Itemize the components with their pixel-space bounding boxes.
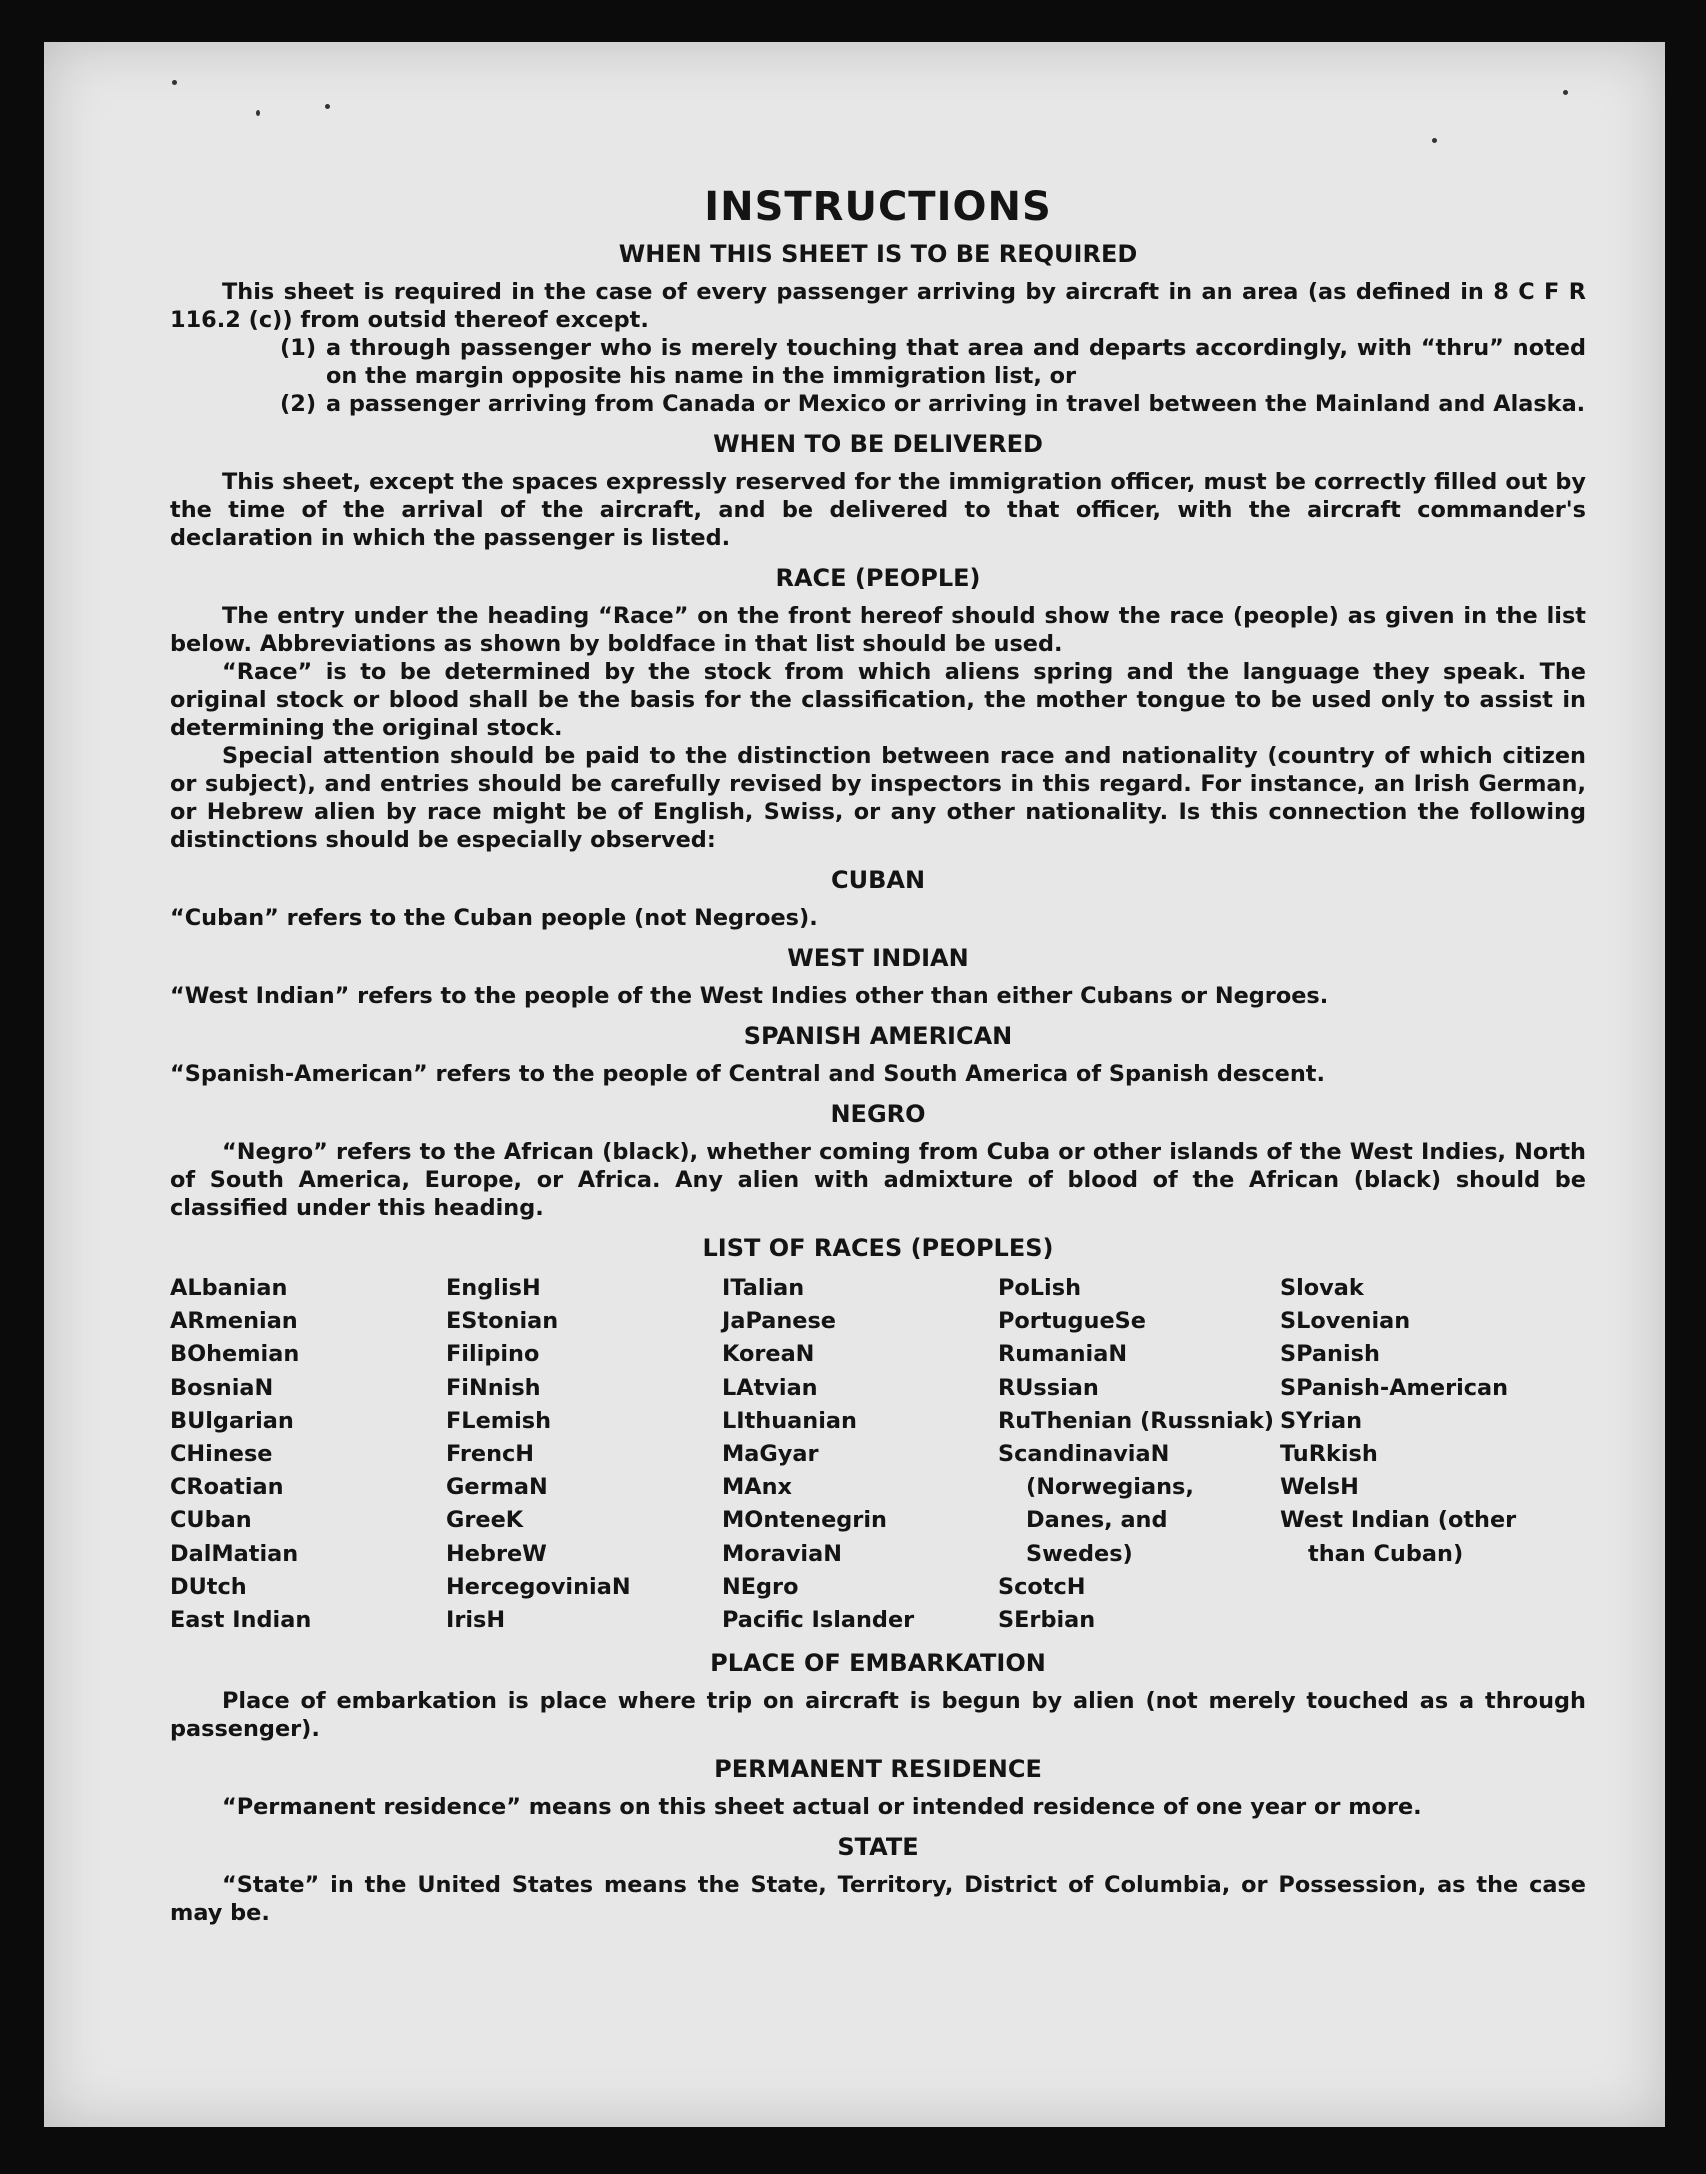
race-entry: HebreW: [446, 1540, 547, 1567]
races-column: [1280, 1272, 1570, 1637]
heading-negro: NEGRO: [830, 1100, 926, 1128]
section-spanish-american: [170, 1022, 1586, 1088]
embarkation-text: Place of embarkation is place where trip on aircraft is begun by alien (not merely touched as a through passenger).: [170, 1688, 1586, 1743]
race-entry: GermaN: [446, 1474, 548, 1501]
race-entry: MOntenegrin: [722, 1507, 887, 1534]
heading-west-indian: WEST INDIAN: [787, 944, 969, 972]
section-residence: [170, 1755, 1586, 1821]
race-entry: SYrian: [1280, 1407, 1363, 1434]
race-entry: East Indian: [170, 1607, 312, 1634]
exception-text: a through passenger who is merely touching that area and departs accordingly, with “thru” noted on the margin opposite his name in the immigration list, or: [326, 335, 1586, 389]
speck: [172, 80, 177, 85]
race-entry: ScotcH: [998, 1573, 1086, 1600]
race-entry: FiNnish: [446, 1374, 541, 1401]
race-entry: SPanish: [1280, 1341, 1380, 1368]
section-state: [170, 1833, 1586, 1927]
section-race: [170, 564, 1586, 854]
race-entry: LAtvian: [722, 1374, 818, 1401]
race-entry: TuRkish: [1280, 1441, 1378, 1468]
exception-text: a passenger arriving from Canada or Mexico or arriving in travel between the Mainland and Alaska.: [326, 391, 1586, 417]
exception-item: [170, 390, 1586, 418]
race-entry: RumaniaN: [998, 1341, 1128, 1368]
race-entry: ARmenian: [170, 1308, 298, 1335]
heading-state: STATE: [837, 1833, 919, 1862]
exception-item: [170, 334, 1586, 390]
race-entry: SLovenian: [1280, 1308, 1411, 1335]
races-column: [998, 1272, 1280, 1637]
race-entry: EStonian: [446, 1308, 559, 1335]
negro-text: “Negro” refers to the African (black), whether coming from Cuba or other islands of the West Indies, North of South America, Europe, or Africa. Any alien with admixture of blood of the African (black) should be classified under this heading.: [170, 1139, 1586, 1221]
race-entry: Filipino: [446, 1341, 540, 1368]
race-entry: NEgro: [722, 1573, 799, 1600]
section-list-of-races: [170, 1234, 1586, 1637]
speck: [256, 110, 260, 116]
race-entry: MAnx: [722, 1474, 792, 1501]
race-entry: MoraviaN: [722, 1540, 842, 1567]
race-entry: PortugueSe: [998, 1308, 1146, 1335]
race-paragraph-1: The entry under the heading “Race” on the front hereof should show the race (people) as given in the list below. Abbreviations as shown by boldface in that list should be used.: [170, 603, 1586, 657]
race-entry: RuThenian (Russniak): [998, 1407, 1274, 1434]
race-paragraph-3: Special attention should be paid to the distinction between race and nationality (country of which citizen or subject), and entries should be carefully revised by inspectors in this regard. For instance, an Irish German, or Hebrew alien by race might be of English, Swiss, or any other nationality. Is this connection the following distinctions should be especially observed:: [170, 743, 1586, 853]
races-column: [170, 1272, 446, 1637]
race-entry: ITalian: [722, 1275, 805, 1301]
section-delivered: [170, 430, 1586, 552]
race-entry: ALbanian: [170, 1275, 288, 1301]
race-entry: RUssian: [998, 1374, 1099, 1401]
race-entry: IrisH: [446, 1607, 506, 1634]
document-content: [170, 138, 1586, 1939]
race-entry: ScandinaviaN (Norwegians, Danes, and Swedes): [998, 1441, 1194, 1567]
west-indian-text: “West Indian” refers to the people of the West Indies other than either Cubans or Negroes.: [170, 983, 1329, 1009]
race-entry: MaGyar: [722, 1441, 819, 1468]
heading-residence: PERMANENT RESIDENCE: [714, 1755, 1042, 1784]
section-required: [170, 240, 1586, 418]
race-entry: West Indian (other than Cuban): [1280, 1507, 1517, 1567]
section-cuban: [170, 866, 1586, 932]
races-column: [446, 1272, 722, 1637]
residence-text: “Permanent residence” means on this sheet actual or intended residence of one year or more.: [222, 1794, 1422, 1821]
heading-delivered: WHEN TO BE DELIVERED: [713, 430, 1043, 458]
race-entry: FLemish: [446, 1407, 552, 1434]
speck: [325, 104, 330, 109]
section-negro: [170, 1100, 1586, 1222]
delivered-text: This sheet, except the spaces expressly reserved for the immigration officer, must be correctly filled out by the time of the arrival of the aircraft, and be delivered to that officer, with the aircraft commander's declaration in which the passenger is listed.: [170, 469, 1586, 551]
race-entry: SErbian: [998, 1607, 1096, 1634]
race-entry: DalMatian: [170, 1540, 299, 1567]
race-entry: LIthuanian: [722, 1407, 857, 1434]
race-paragraph-2: “Race” is to be determined by the stock from which aliens spring and the language they speak. The original stock or blood shall be the basis for the classification, the mother tongue to be used only to assist in determining the original stock.: [170, 659, 1586, 741]
speck: [1563, 90, 1568, 95]
race-entry: BOhemian: [170, 1341, 300, 1368]
document-sheet: [44, 42, 1665, 2127]
page-title: INSTRUCTIONS: [704, 184, 1052, 230]
race-entry: Slovak: [1280, 1275, 1364, 1301]
heading-embarkation: PLACE OF EMBARKATION: [710, 1649, 1046, 1678]
race-entry: CUban: [170, 1507, 252, 1534]
race-entry: JaPanese: [722, 1308, 836, 1335]
heading-race: RACE (PEOPLE): [775, 564, 981, 592]
race-entry: BUlgarian: [170, 1407, 294, 1434]
races-column: [722, 1272, 998, 1637]
required-intro: This sheet is required in the case of every passenger arriving by aircraft in an area (as defined in 8 C F R 116.2 (c)) from outsid thereof except.: [170, 279, 1586, 333]
race-entry: PoLish: [998, 1275, 1082, 1301]
race-entry: FrencH: [446, 1441, 535, 1468]
heading-cuban: CUBAN: [830, 866, 926, 894]
heading-spanish-american: SPANISH AMERICAN: [743, 1022, 1013, 1050]
race-entry: CRoatian: [170, 1474, 284, 1501]
race-entry: EnglisH: [446, 1275, 541, 1301]
race-entry: KoreaN: [722, 1341, 815, 1368]
race-entry: DUtch: [170, 1573, 247, 1600]
heading-list-of-races: LIST OF RACES (PEOPLES): [702, 1234, 1054, 1262]
race-entry: GreeK: [446, 1507, 524, 1534]
section-west-indian: [170, 944, 1586, 1010]
exception-number: (1): [280, 335, 317, 361]
section-embarkation: [170, 1649, 1586, 1743]
races-table: [170, 1272, 1586, 1637]
race-entry: Pacific Islander: [722, 1607, 915, 1634]
heading-required: WHEN THIS SHEET IS TO BE REQUIRED: [618, 240, 1138, 268]
cuban-text: “Cuban” refers to the Cuban people (not Negroes).: [170, 905, 818, 931]
exception-number: (2): [280, 391, 317, 417]
race-entry: BosniaN: [170, 1374, 274, 1401]
state-text: “State” in the United States means the State, Territory, District of Columbia, or Possession, as the case may be.: [170, 1872, 1586, 1927]
spanish-american-text: “Spanish-American” refers to the people of Central and South America of Spanish descent.: [170, 1061, 1325, 1087]
race-entry: SPanish-American: [1280, 1374, 1509, 1401]
race-entry: WelsH: [1280, 1474, 1359, 1501]
race-entry: HercegoviniaN: [446, 1573, 631, 1600]
race-entry: CHinese: [170, 1441, 273, 1468]
